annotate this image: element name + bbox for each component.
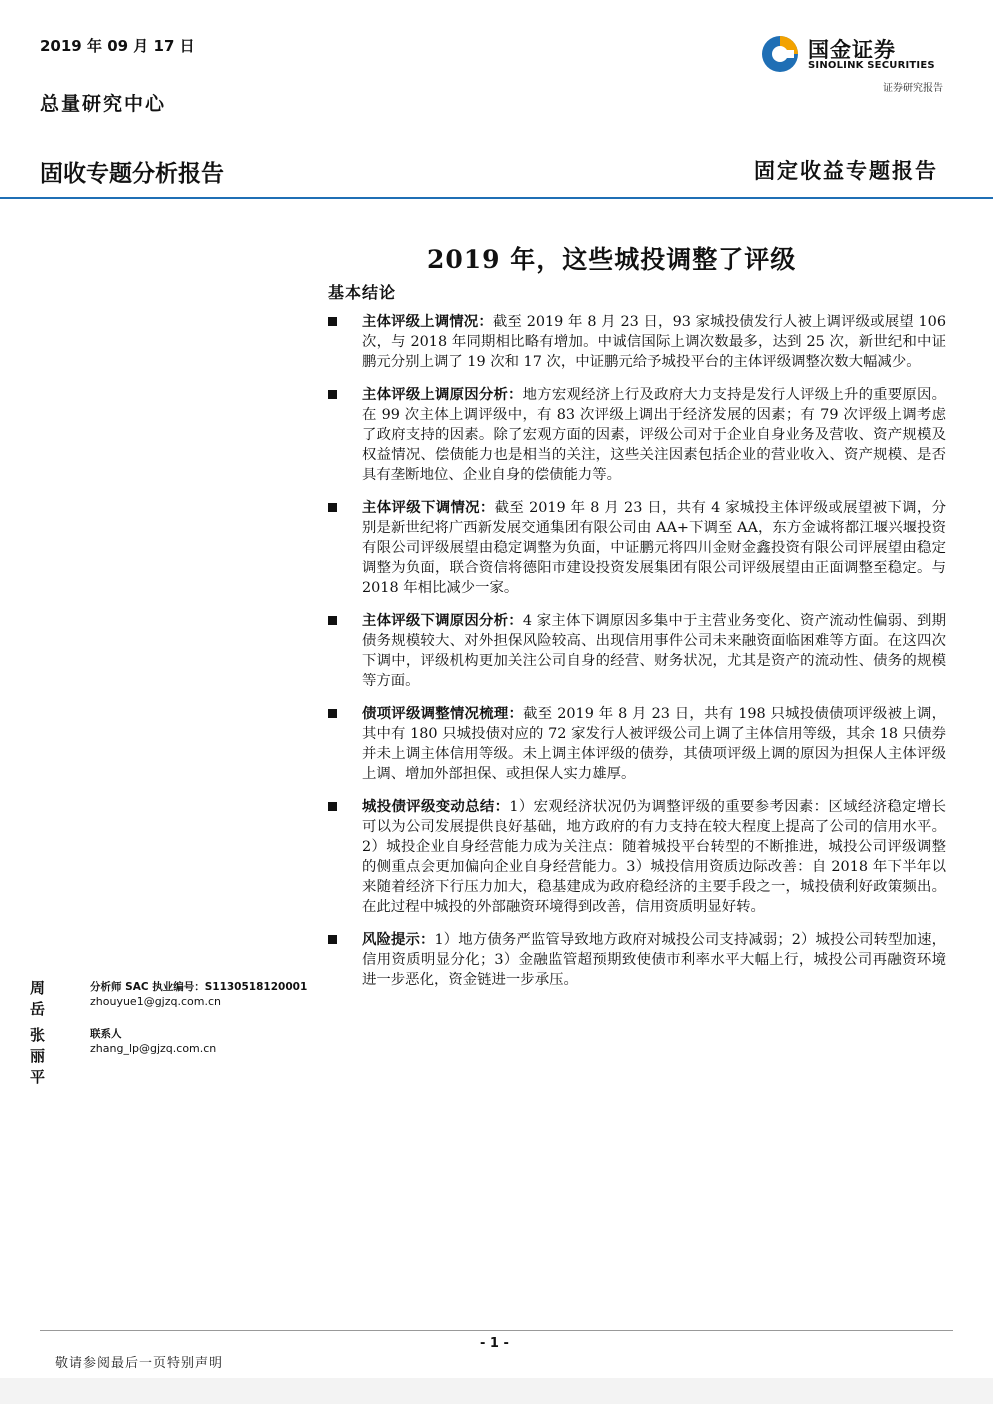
list-item <box>326 797 946 917</box>
square-bullet-icon <box>328 503 337 512</box>
analyst-name: 周岳 <box>30 979 48 1018</box>
list-item <box>326 704 946 784</box>
list-item <box>326 611 946 691</box>
report-type-right: 固定收益专题报告 <box>754 158 938 183</box>
item-lead: 城投债评级变动总结： <box>362 798 510 815</box>
square-bullet-icon <box>328 390 337 399</box>
square-bullet-icon <box>328 317 337 326</box>
item-text: 截至 2019 年 8 月 23 日，93 家城投债发行人被上调评级或展望 106 次，与 2018 年同期相比略有增加。中诚信国际上调次数最多，达到 25 次，新世纪和中证鹏元分别上调了 19 次和 17 次，中证鹏元给予城投平台的主体评级调整次数大幅减少。 <box>362 314 946 370</box>
analyst-role: 联系人 <box>90 1028 122 1040</box>
item-lead: 主体评级下调原因分析： <box>362 612 523 629</box>
header-divider <box>0 197 993 199</box>
item-text: 截至 2019 年 8 月 23 日，共有 198 只城投债债项评级被上调，其中有 180 只城投债对应的 72 家发行人被评级公司上调了主体信用等级，其余 18 只债券并未上调主体信用等级。未上调主体评级的债券，其债项评级上调的原因为担保人主体评级上调、增加外部担保、或担保人实力雄厚。 <box>362 706 946 782</box>
report-category: 证券研究报告 <box>883 83 943 94</box>
list-item <box>326 312 946 372</box>
conclusion-list <box>326 312 946 1003</box>
logo-cn-text: 国金证券 <box>808 38 896 62</box>
item-lead: 主体评级下调情况： <box>362 499 495 516</box>
item-lead: 债项评级调整情况梳理： <box>362 705 524 722</box>
company-logo <box>760 34 945 76</box>
item-text: 1）宏观经济状况仍为调整评级的重要参考因素：区域经济稳定增长可以为公司发展提供良好基础，地方政府的有力支持在较大程度上提高了公司的信用水平。2）城投企业自身经营能力成为关注点：随着城投平台转型的不断推进，城投公司评级调整的侧重点会更加偏向企业自身经营能力。3）城投信用资质边际改善：自 2018 年下半年以来随着经济下行压力加大，稳基建成为政府稳经济的主要手段之一，城投债利好政策频出。在此过程中城投的外部融资环境得到改善，信用资质明显好转。 <box>362 799 946 915</box>
report-date: 2019 年 09 月 17 日 <box>40 37 195 55</box>
disclaimer-note: 敬请参阅最后一页特别声明 <box>55 1356 224 1371</box>
footer-divider <box>40 1330 953 1331</box>
item-lead: 主体评级上调情况： <box>362 313 493 330</box>
bottom-band <box>0 1378 993 1404</box>
analyst-email-link[interactable]: zhouyue1@gjzq.com.cn <box>90 995 221 1008</box>
square-bullet-icon <box>328 802 337 811</box>
page-number: - 1 - <box>480 1336 509 1351</box>
report-type-left: 固收专题分析报告 <box>40 161 224 187</box>
research-center: 总量研究中心 <box>40 93 167 115</box>
list-item <box>326 385 946 485</box>
section-heading: 基本结论 <box>328 283 397 302</box>
item-lead: 风险提示： <box>362 931 435 948</box>
item-text: 截至 2019 年 8 月 23 日，共有 4 家城投主体评级或展望被下调，分别是新世纪将广西新发展交通集团有限公司由 AA+下调至 AA，东方金诚将都江堰兴堰投资有限公司评级展望由稳定调整为负面，中证鹏元将四川金财金鑫投资有限公司评展望由稳定调整为负面，联合资信将德阳市建设投资发展集团有限公司评级展望由正面调整至稳定。与 2018 年相比减少一家。 <box>362 500 946 596</box>
analyst-name: 张丽平 <box>30 1026 48 1086</box>
list-item <box>326 498 946 598</box>
square-bullet-icon <box>328 616 337 625</box>
item-text: 4 家主体下调原因多集中于主营业务变化、资产流动性偏弱、到期债务规模较大、对外担保风险较高、出现信用事件公司未来融资面临困难等方面。在这四次下调中，评级机构更加关注公司自身的经营、财务状况，尤其是资产的流动性、债务的规模等方面。 <box>362 613 946 689</box>
square-bullet-icon <box>328 935 337 944</box>
square-bullet-icon <box>328 709 337 718</box>
logo-mark-icon <box>760 34 800 74</box>
analyst-email-link[interactable]: zhang_lp@gjzq.com.cn <box>90 1042 217 1055</box>
list-item <box>326 930 946 990</box>
item-text: 地方宏观经济上行及政府大力支持是发行人评级上升的重要原因。在 99 次主体上调评级中，有 83 次评级上调出于经济发展的因素；有 79 次评级上调考虑了政府支持的因素。除了宏观方面的因素，评级公司对于企业自身业务及营收、资产规模及权益情况、偿债能力也是相当的关注，这些关注因素包括企业的营业收入、资产规模、是否具有垄断地位、企业自身的偿债能力等。 <box>362 387 946 483</box>
item-text: 1）地方债务严监管导致地方政府对城投公司支持减弱；2）城投公司转型加速，信用资质明显分化；3）金融监管超预期致使债市利率水平大幅上行，城投公司再融资环境进一步恶化，资金链进一步承压。 <box>362 932 946 988</box>
logo-en-text: SINOLINK SECURITIES <box>808 60 935 71</box>
report-title: 2019 年，这些城投调整了评级 <box>427 245 797 274</box>
item-lead: 主体评级上调原因分析： <box>362 386 523 403</box>
analyst-role: 分析师 SAC 执业编号：S1130518120001 <box>90 981 308 993</box>
